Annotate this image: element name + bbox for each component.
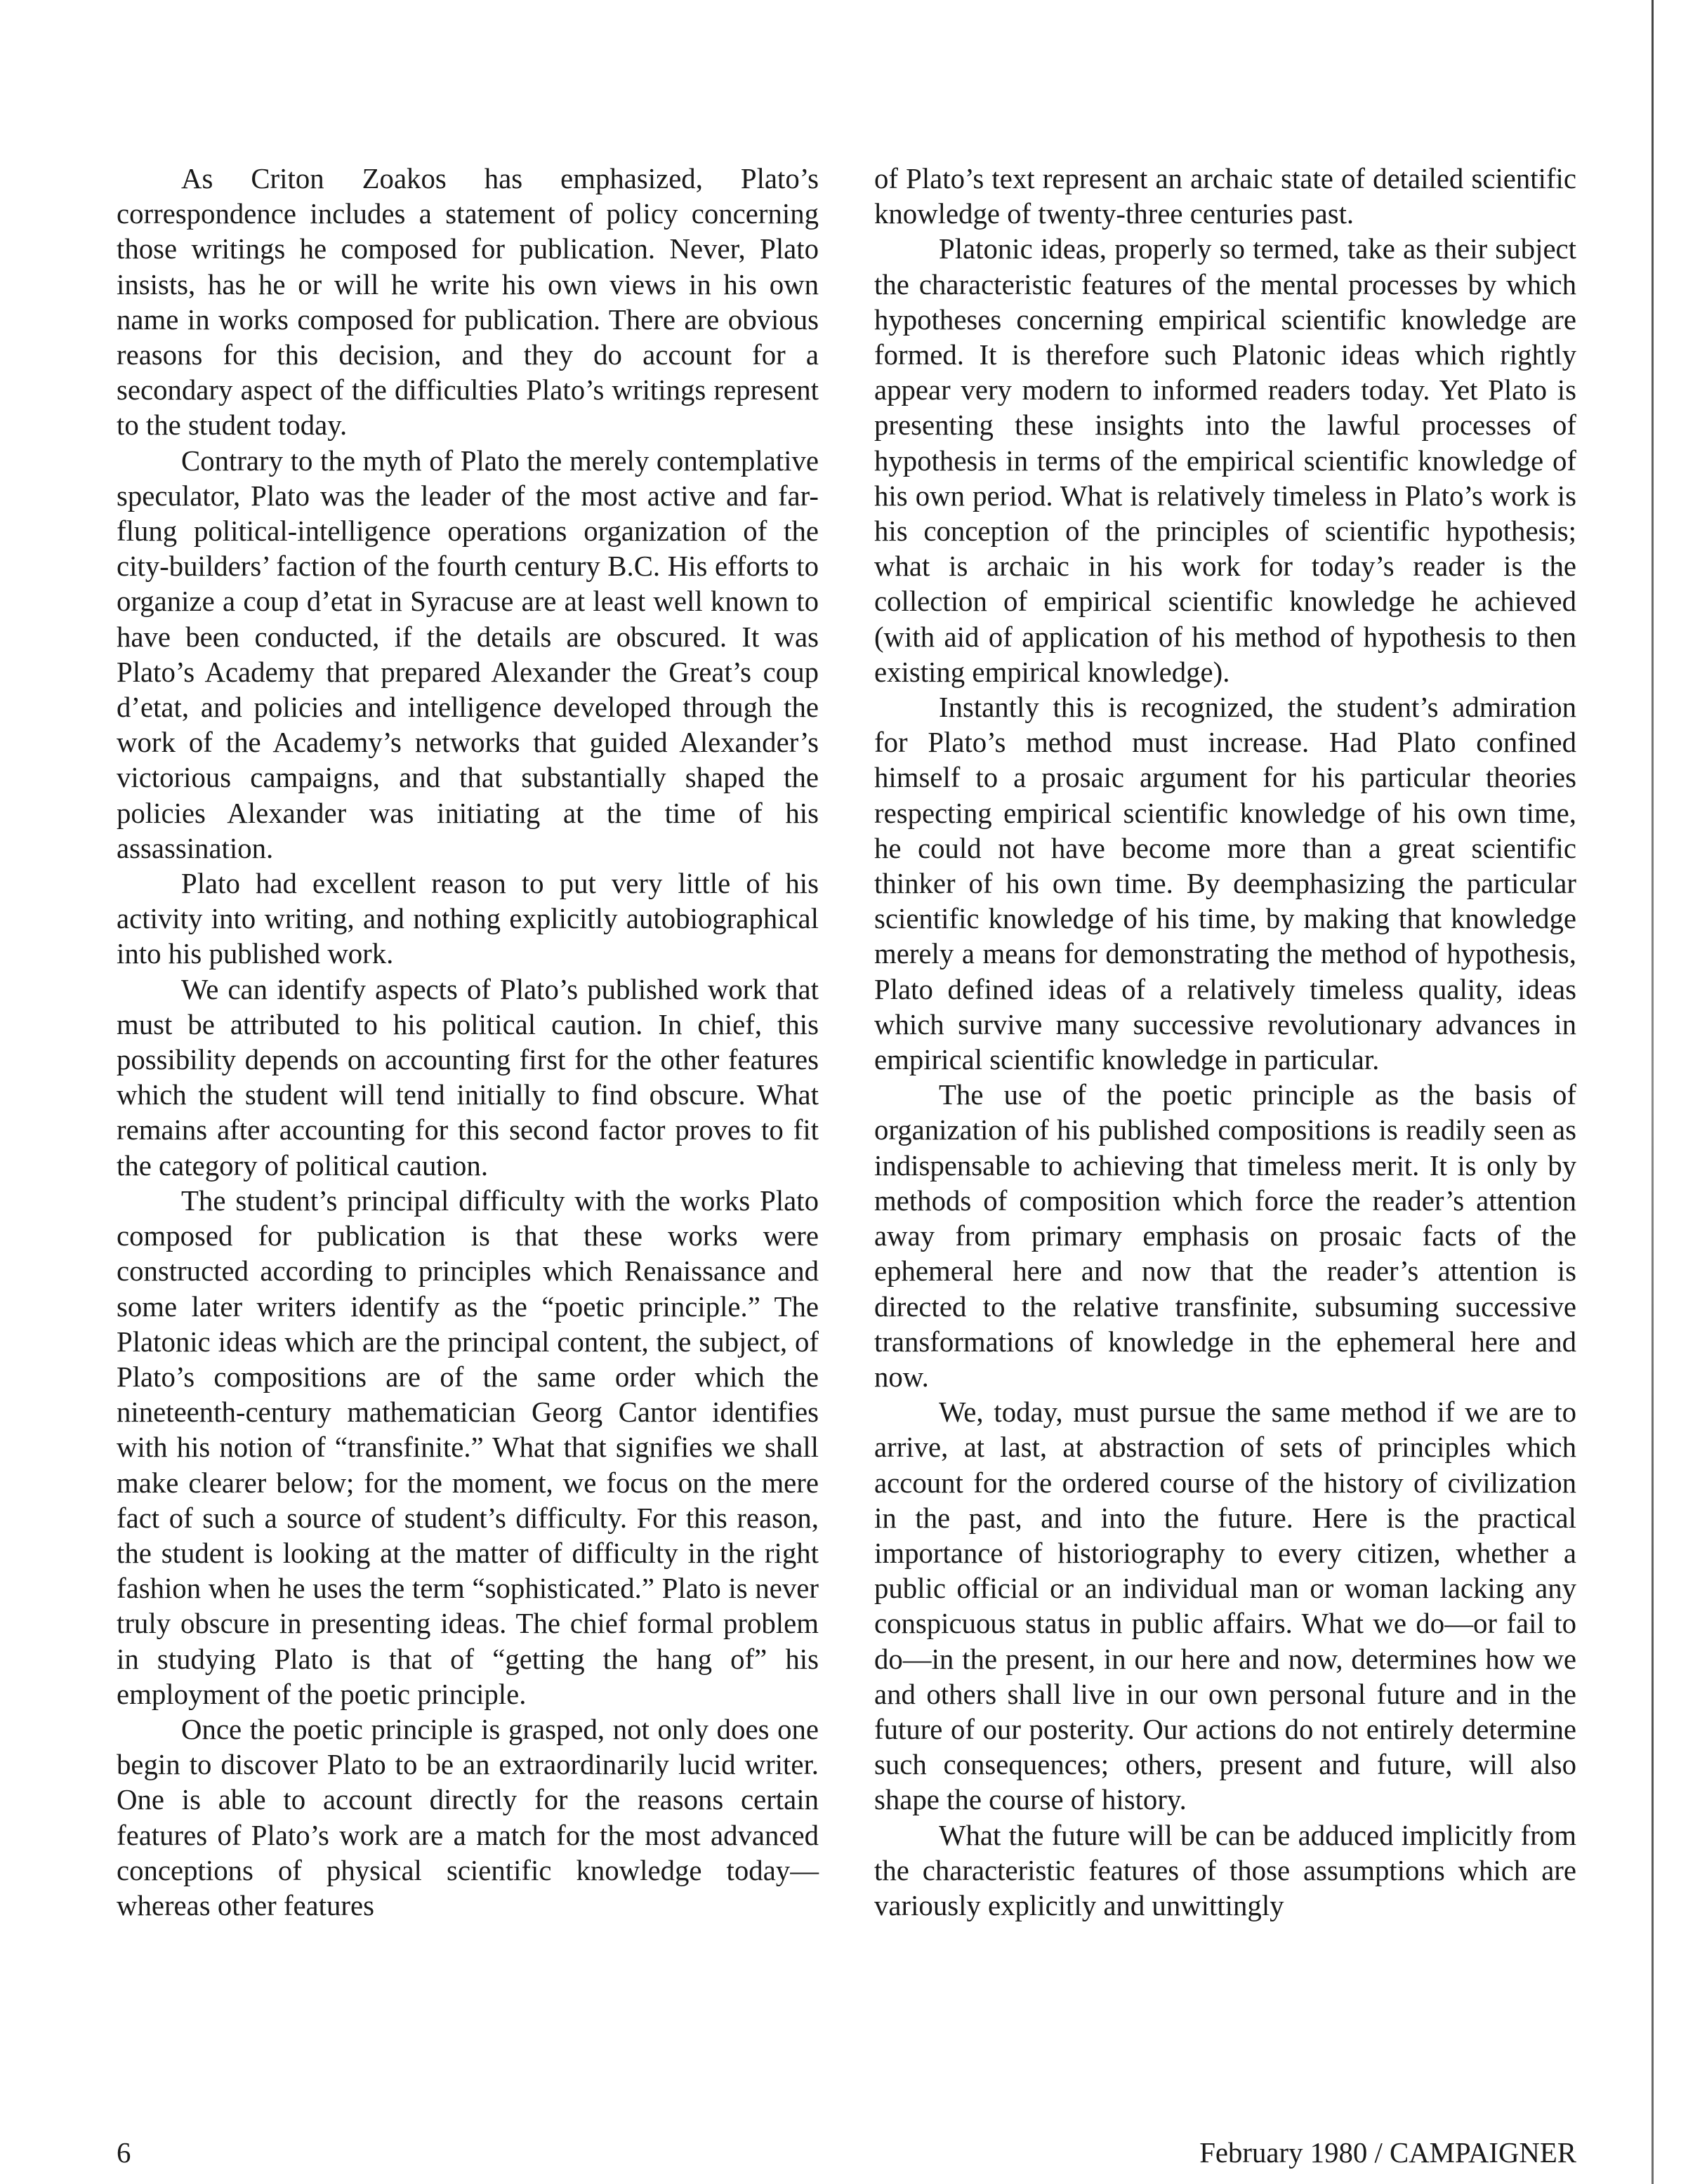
paragraph: Platonic ideas, properly so termed, take as their subject the characteristic features of the mental processes by which hypotheses concerning empirical scientific knowledge are formed. It is therefore such Platonic ideas which rightly appear very modern to informed readers today. Yet Plato is presenting these insights into the lawful processes of hypothesis in terms of the empirical scientific knowledge of his own period. What is relatively timeless in Plato’s work is his conception of the principles of scientific hypothesis; what is archaic in his work for today’s reader is the collection of empirical scientific knowledge he achieved (with aid of application of his method of hypothesis to then existing empirical knowledge). (874, 233, 1576, 688)
paragraph: The use of the poetic principle as the basis of organization of his published compositions is readily seen as indispensable to achieving that timeless merit. It is only by methods of composition which force the reader’s attention away from primary emphasis on prosaic facts of the ephemeral here and now that the reader’s attention is directed to the relative transfinite, subsuming successive transformations of knowledge in the ephemeral here and now. (874, 1079, 1576, 1393)
paragraph: The student’s principal difficulty with the works Plato composed for publication is that these works were constructed according to principles which Renaissance and some later writers identify as the “poetic principle.” The Platonic ideas which are the principal content, the subject, of Plato’s compositions are of the same order which the nineteenth-century mathematician Georg Cantor identifies with his notion of “transfinite.” What that signifies we shall make clearer below; for the moment, we focus on the mere fact of such a source of student’s difficulty. For this reason, the student is looking at the matter of difficulty in the right fashion when he uses the term “sophisticated.” Plato is never truly obscure in presenting ideas. The chief formal problem in studying Plato is that of “getting the hang of” his employment of the poetic principle. (117, 1184, 819, 1710)
paragraph: Instantly this is recognized, the student’s admiration for Plato’s method must increase. Had Plato confined himself to a prosaic argument for his particular theories respecting empirical scientific knowledge of his own time, he could not have become more than a great scientific thinker of his own time. By deemphasizing the particular scientific knowledge of his time, by making that knowledge merely a means for demonstrating the method of hypothesis, Plato defined ideas of a relatively timeless quality, ideas which survive many successive revolutionary advances in empirical scientific knowledge in particular. (874, 691, 1576, 1076)
paragraph: As Criton Zoakos has emphasized, Plato’s correspondence includes a statement of policy concerning those writings he composed for publication. Never, Plato insists, has he or will he write his own views in his own name in works composed for publication. There are obvious reasons for this decision, and they do account for a secondary aspect of the difficulties Plato’s writings represent to the student today. (117, 163, 819, 442)
right-column (874, 161, 1576, 1924)
left-column (117, 161, 819, 1924)
issue-footer: February 1980 / CAMPAIGNER (1199, 2137, 1576, 2169)
paragraph: We, today, must pursue the same method if we are to arrive, at last, at abstraction of sets of principles which account for the ordered course of the history of civilization in the past, and into the future. Here is the practical importance of historiography to every citizen, whether a public official or an individual man or woman lacking any conspicuous status in public affairs. What we do—or fail to do—in the present, in our here and now, determines how we and others shall live in our own personal future and in the future of our posterity. Our actions do not entirely determine such consequences; others, present and future, will also shape the course of history. (874, 1396, 1576, 1816)
paragraph: Plato had excellent reason to put very little of his activity into writing, and nothing explicitly autobiographical into his published work. (117, 868, 819, 970)
paragraph: Contrary to the myth of Plato the merely contemplative speculator, Plato was the leader of the most active and far-flung political-intelligence operations organization of the city-builders’ faction of the fourth century B.C. His efforts to organize a coup d’etat in Syracuse are at least well known to have been conducted, if the details are obscured. It was Plato’s Academy that prepared Alexander the Great’s coup d’etat, and policies and intelligence developed through the work of the Academy’s networks that guided Alexander’s victorious campaigns, and that substantially shaped the policies Alexander was initiating at the time of his assassination. (117, 444, 819, 864)
page-edge-line (1652, 0, 1654, 2184)
paragraph-continued: of Plato’s text represent an archaic state of detailed scientific knowledge of twenty-three centuries past. (874, 163, 1576, 230)
paragraph: We can identify aspects of Plato’s published work that must be attributed to his political caution. In chief, this possibility depends on accounting first for the other features which the student will tend initially to find obscure. What remains after accounting for this second factor proves to fit the category of political caution. (117, 973, 819, 1182)
page-number: 6 (117, 2137, 131, 2169)
paragraph: What the future will be can be adduced implicitly from the characteristic features of those assumptions which are variously explicitly and unwittingly (874, 1819, 1576, 1921)
paragraph: Once the poetic principle is grasped, not only does one begin to discover Plato to be an extraordinarily lucid writer. One is able to account directly for the reasons certain features of Plato’s work are a match for the most advanced conceptions of physical scientific knowledge today—whereas other features (117, 1713, 819, 1921)
